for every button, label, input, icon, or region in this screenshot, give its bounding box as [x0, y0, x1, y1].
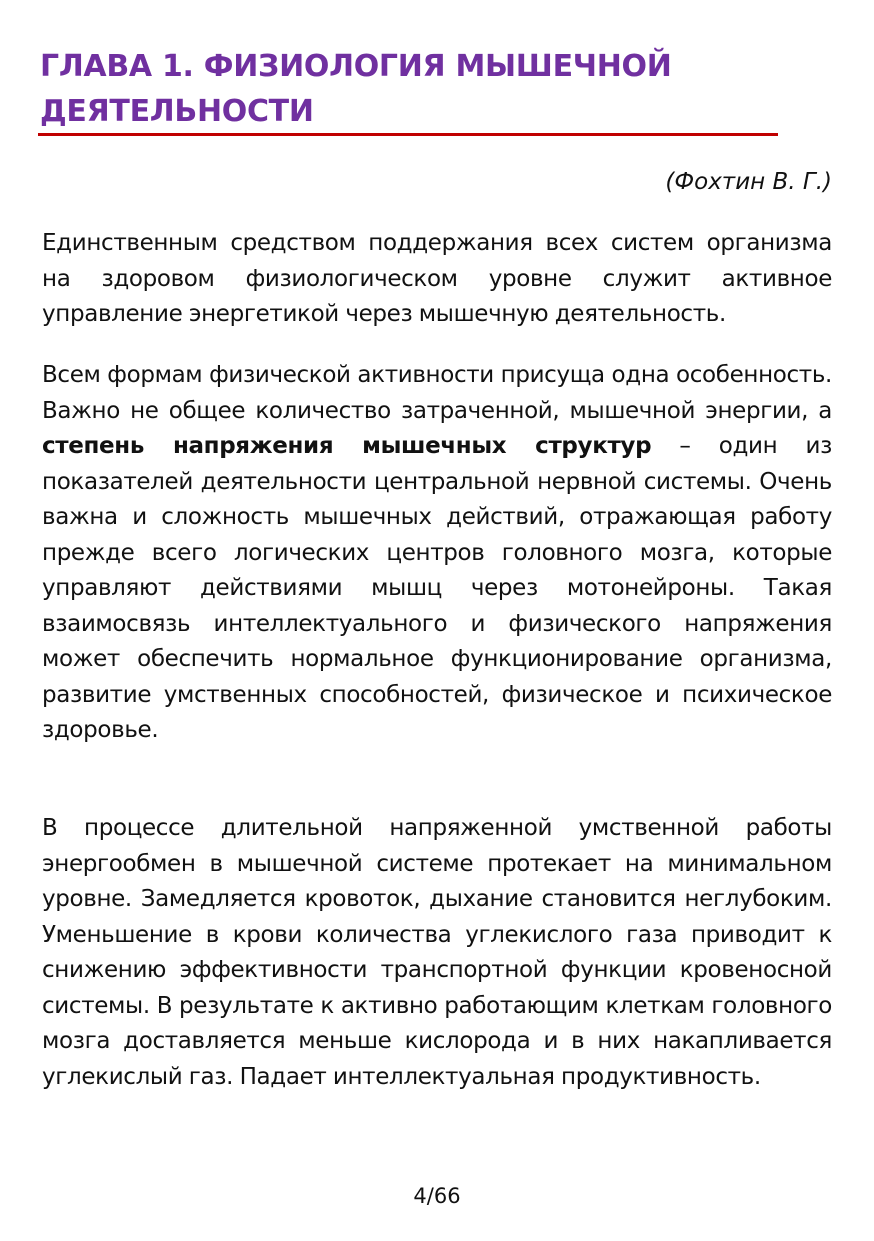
paragraph-2-bold-phrase: степень напряжения мышечных структур	[42, 433, 652, 459]
paragraph-1	[42, 226, 832, 333]
page-number: 4/66	[413, 1184, 461, 1208]
title-underline	[38, 133, 778, 136]
author-attribution: (Фохтин В. Г.)	[665, 169, 832, 195]
paragraph-2-text-end: – один из показателей деятельности центральной нервной системы. Очень важна и сложность мышечных действий, отражающая работу прежде всего логических центров головного мозга, которые управляют действиями мышц через мотонейроны. Такая взаимосвязь интеллектуального и физического напряжения может обеспечить нормальное функционирование организма, развитие умственных способностей, физическое и психическое здоровье.	[42, 433, 833, 743]
paragraph-2	[42, 358, 832, 749]
paragraph-3-text: В процессе длительной напряженной умственной работы энергообмен в мышечной системе протекает на минимальном уровне. Замедляется кровоток, дыхание становится неглубоким. Уменьшение в крови количества углекислого газа приводит к снижению эффективности транспортной функции кровеносной системы. В результате к активно работающим клеткам головного мозга доставляется меньше кислорода и в них накапливается углекислый газ. Падает интеллектуальная продуктивность.	[42, 815, 832, 1090]
paragraph-1-text: Единственным средством поддержания всех систем организма на здоровом физиологическом уровне служит активное управление энергетикой через мышечную деятельность.	[42, 230, 832, 327]
paragraph-3	[42, 811, 832, 1095]
chapter-title: ГЛАВА 1. ФИЗИОЛОГИЯ МЫШЕЧНОЙ ДЕЯТЕЛЬНОСТИ	[40, 49, 672, 129]
paragraph-2-text-start: Всем формам физической активности присуща одна особенность. Важно не общее количество затраченной, мышечной энергии, а	[42, 362, 832, 424]
